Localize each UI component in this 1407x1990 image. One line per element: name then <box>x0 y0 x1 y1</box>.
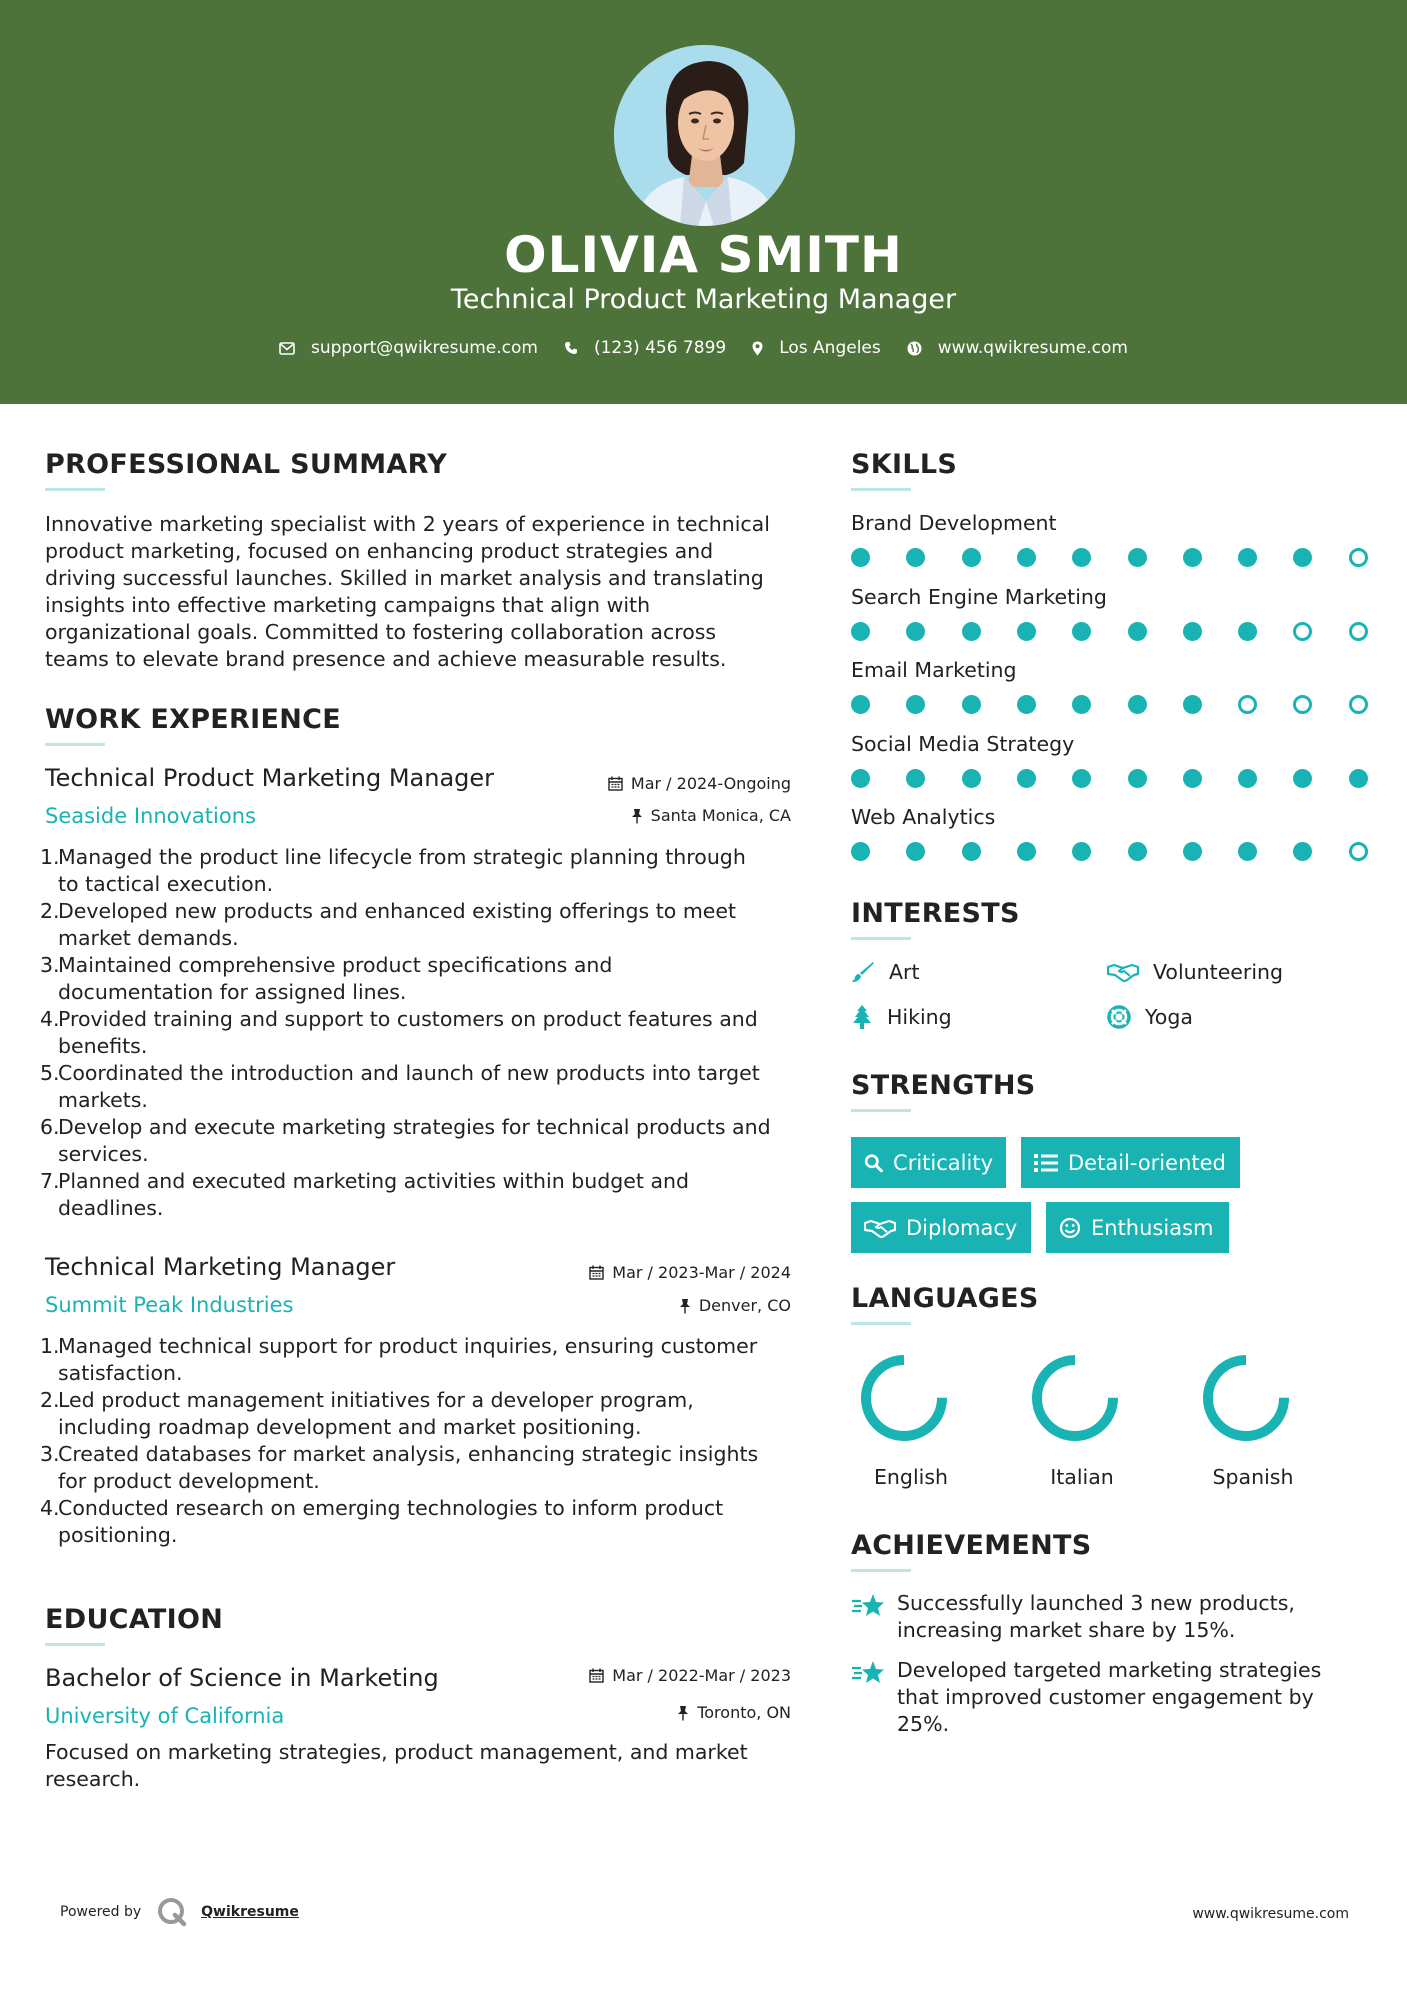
rating-dot-filled <box>851 622 870 641</box>
text-line: product marketing, focused on enhancing product strategies and <box>45 539 714 563</box>
achievements-heading: ACHIEVEMENTS <box>851 1530 1092 1561</box>
interest-label: Yoga <box>1145 1005 1193 1029</box>
rating-dot-filled <box>1017 769 1036 788</box>
brand-link[interactable]: Qwikresume <box>201 1904 299 1920</box>
text-line: including roadmap development and market positioning. <box>58 1415 642 1439</box>
text-line: deadlines. <box>58 1196 164 1220</box>
education-location-text: Toronto, ON <box>697 1703 791 1722</box>
rating-dot-empty <box>1349 695 1368 714</box>
rating-dot-filled <box>1128 548 1147 567</box>
list-text <box>58 1060 810 1114</box>
interest-label: Hiking <box>887 1005 952 1029</box>
list-text <box>58 1387 810 1441</box>
skill-rating <box>851 842 1351 862</box>
strengths-heading: STRENGTHS <box>851 1070 1036 1101</box>
job-dates <box>589 1263 791 1282</box>
candidate-title: Technical Product Marketing Manager <box>450 284 957 315</box>
footer-website[interactable]: www.qwikresume.com <box>1192 1906 1349 1922</box>
life-ring-icon <box>1107 1005 1131 1029</box>
text-line: Provided training and support to customers on product features and <box>58 1007 758 1031</box>
rating-dot-filled <box>1293 842 1312 861</box>
education-dates <box>589 1666 791 1685</box>
rating-dot-filled <box>1128 769 1147 788</box>
text-line: Managed the product line lifecycle from strategic planning through <box>58 845 746 869</box>
language-level-ring <box>1199 1351 1293 1445</box>
resume-header <box>0 0 1407 404</box>
calendar-icon <box>589 1668 604 1683</box>
rating-dot-filled <box>1072 548 1091 567</box>
rating-dot-empty <box>1293 622 1312 641</box>
rating-dot-filled <box>1238 842 1257 861</box>
list-text <box>58 1114 810 1168</box>
rating-dot-filled <box>906 769 925 788</box>
text-line: satisfaction. <box>58 1361 183 1385</box>
star-icon <box>851 1659 885 1687</box>
rating-dot-filled <box>1183 842 1202 861</box>
location-text: Los Angeles <box>779 338 881 358</box>
pushpin-icon <box>677 1705 689 1721</box>
job-location-text: Santa Monica, CA <box>650 806 791 825</box>
skill-name: Search Engine Marketing <box>851 584 1107 609</box>
text-line: positioning. <box>58 1523 178 1547</box>
rating-dot-filled <box>906 622 925 641</box>
text-line: Develop and execute marketing strategies for technical products and <box>58 1115 771 1139</box>
rating-dot-empty <box>1349 622 1368 641</box>
job-title: Technical Marketing Manager <box>45 1253 396 1281</box>
language-name: Spanish <box>1212 1465 1294 1489</box>
company-name[interactable]: Seaside Innovations <box>45 804 256 828</box>
education-location <box>677 1703 791 1722</box>
contact-bar <box>0 338 1407 358</box>
text-line: insights into effective marketing campaigns that align with <box>45 593 651 617</box>
list-number: 6. <box>40 1115 60 1139</box>
education-heading: EDUCATION <box>45 1604 224 1635</box>
paintbrush-icon <box>851 961 875 983</box>
strength-label: Enthusiasm <box>1091 1215 1214 1240</box>
contact-phone[interactable] <box>564 338 726 358</box>
school-name[interactable]: University of California <box>45 1704 285 1728</box>
search-icon <box>864 1152 883 1174</box>
calendar-icon <box>608 776 623 791</box>
list-text <box>58 844 810 898</box>
job-duties-list <box>40 1333 810 1549</box>
handshake-icon <box>1107 962 1139 982</box>
languages-underline <box>851 1322 911 1325</box>
text-line: research. <box>45 1767 141 1791</box>
website-text[interactable]: www.qwikresume.com <box>937 338 1128 358</box>
list-item <box>40 1060 810 1114</box>
list-item <box>40 1006 810 1060</box>
achievements-underline <box>851 1569 911 1572</box>
text-line: Developed targeted marketing strategies <box>897 1658 1322 1682</box>
tree-icon <box>851 1005 873 1029</box>
rating-dot-filled <box>1128 695 1147 714</box>
rating-dot-empty <box>1293 695 1312 714</box>
experience-underline <box>45 743 105 746</box>
skills-underline <box>851 488 911 491</box>
list-item <box>40 1387 810 1441</box>
skills-heading: SKILLS <box>851 449 958 480</box>
interest-item <box>851 1005 952 1029</box>
strength-label: Diplomacy <box>906 1215 1018 1240</box>
company-name[interactable]: Summit Peak Industries <box>45 1293 294 1317</box>
job-title: Technical Product Marketing Manager <box>45 764 495 792</box>
achievement-text <box>897 1657 1321 1738</box>
list-number: 4. <box>40 1007 60 1031</box>
list-text <box>58 898 810 952</box>
list-number: 4. <box>40 1496 60 1520</box>
rating-dot-empty <box>1349 548 1368 567</box>
list-item <box>40 1114 810 1168</box>
text-line: for product development. <box>58 1469 320 1493</box>
text-line: Maintained comprehensive product specifications and <box>58 953 613 977</box>
email-text[interactable]: support@qwikresume.com <box>311 338 538 358</box>
rating-dot-filled <box>962 548 981 567</box>
rating-dot-filled <box>1183 548 1202 567</box>
rating-dot-filled <box>962 842 981 861</box>
interests-heading: INTERESTS <box>851 898 1020 929</box>
interest-item <box>851 960 920 984</box>
text-line: Developed new products and enhanced existing offerings to meet <box>58 899 737 923</box>
list-item <box>40 1441 810 1495</box>
rating-dot-filled <box>1238 548 1257 567</box>
job-duties-list <box>40 844 810 1222</box>
strength-label: Detail-oriented <box>1068 1150 1226 1175</box>
phone-icon <box>564 341 578 355</box>
rating-dot-filled <box>962 769 981 788</box>
rating-dot-filled <box>1017 622 1036 641</box>
text-line: to tactical execution. <box>58 872 274 896</box>
rating-dot-filled <box>1293 548 1312 567</box>
rating-dot-filled <box>962 622 981 641</box>
rating-dot-filled <box>1072 769 1091 788</box>
text-line: Created databases for market analysis, enhancing strategic insights <box>58 1442 759 1466</box>
job-location <box>631 806 791 825</box>
powered-by-label: Powered by <box>60 1904 142 1920</box>
job-location-text: Denver, CO <box>698 1296 791 1315</box>
skill-rating <box>851 695 1351 715</box>
skill-name: Social Media Strategy <box>851 731 1075 756</box>
list-item <box>40 1168 810 1222</box>
rating-dot-filled <box>906 695 925 714</box>
list-item <box>40 898 810 952</box>
rating-dot-filled <box>851 548 870 567</box>
education-description <box>45 1739 805 1793</box>
education-dates-text: Mar / 2022-Mar / 2023 <box>612 1666 791 1685</box>
strength-tag <box>1046 1202 1229 1253</box>
list-text <box>58 1441 810 1495</box>
pushpin-icon <box>679 1298 691 1314</box>
text-line: Conducted research on emerging technologies to inform product <box>58 1496 724 1520</box>
text-line: driving successful launches. Skilled in market analysis and translating <box>45 566 764 590</box>
interests-underline <box>851 937 911 940</box>
calendar-icon <box>589 1265 604 1280</box>
skill-name: Email Marketing <box>851 658 1017 682</box>
rating-dot-filled <box>1238 769 1257 788</box>
degree-title: Bachelor of Science in Marketing <box>45 1664 439 1692</box>
rating-dot-filled <box>906 548 925 567</box>
text-line: that improved customer engagement by <box>897 1685 1314 1709</box>
strength-tag <box>851 1137 1006 1188</box>
education-underline <box>45 1643 105 1646</box>
phone-text[interactable]: (123) 456 7899 <box>593 338 727 358</box>
language-level-ring <box>857 1351 951 1445</box>
list-text <box>58 1006 810 1060</box>
interest-label: Art <box>889 960 920 984</box>
list-item <box>40 844 810 898</box>
text-line: market demands. <box>58 926 239 950</box>
contact-location <box>752 338 881 358</box>
list-number: 3. <box>40 953 60 977</box>
skill-rating <box>851 548 1351 568</box>
list-text <box>58 1495 810 1549</box>
list-number: 2. <box>40 899 60 923</box>
job-dates <box>608 774 791 793</box>
rating-dot-filled <box>1349 769 1368 788</box>
strengths-underline <box>851 1109 911 1112</box>
text-line: increasing market share by 15%. <box>897 1618 1236 1642</box>
rating-dot-filled <box>1017 695 1036 714</box>
summary-text <box>45 511 805 673</box>
rating-dot-filled <box>1183 622 1202 641</box>
text-line: benefits. <box>58 1034 148 1058</box>
rating-dot-filled <box>1183 695 1202 714</box>
star-icon <box>851 1592 885 1620</box>
rating-dot-filled <box>1072 622 1091 641</box>
contact-email[interactable] <box>279 338 538 358</box>
text-line: teams to elevate brand presence and achieve measurable results. <box>45 647 727 671</box>
text-line: Innovative marketing specialist with 2 years of experience in technical <box>45 512 770 536</box>
summary-underline <box>45 488 105 491</box>
envelope-icon <box>279 342 295 355</box>
list-item <box>40 1333 810 1387</box>
rating-dot-filled <box>1072 842 1091 861</box>
rating-dot-filled <box>1017 548 1036 567</box>
rating-dot-filled <box>962 695 981 714</box>
rating-dot-filled <box>1017 842 1036 861</box>
text-line: Managed technical support for product inquiries, ensuring customer <box>58 1334 758 1358</box>
list-text <box>58 1333 810 1387</box>
interest-item <box>1107 960 1283 984</box>
text-line: Successfully launched 3 new products, <box>897 1591 1295 1615</box>
interest-label: Volunteering <box>1153 960 1284 984</box>
rating-dot-filled <box>1183 769 1202 788</box>
list-item <box>40 1495 810 1549</box>
rating-dot-empty <box>1349 842 1368 861</box>
skill-rating <box>851 769 1351 789</box>
skill-name: Web Analytics <box>851 805 996 829</box>
strength-tag <box>1021 1137 1240 1188</box>
job-dates-text: Mar / 2023-Mar / 2024 <box>612 1263 791 1282</box>
handshake-icon <box>864 1218 896 1238</box>
list-item <box>40 952 810 1006</box>
list-text <box>58 1168 810 1222</box>
list-number: 1. <box>40 845 60 869</box>
contact-website[interactable] <box>907 338 1128 358</box>
interest-item <box>1107 1005 1193 1029</box>
rating-dot-filled <box>1293 769 1312 788</box>
strength-label: Criticality <box>893 1150 993 1175</box>
experience-heading: WORK EXPERIENCE <box>45 704 341 735</box>
list-icon <box>1034 1153 1058 1173</box>
rating-dot-filled <box>1128 622 1147 641</box>
achievement-text <box>897 1590 1295 1644</box>
language-name: English <box>873 1465 949 1489</box>
rating-dot-filled <box>851 842 870 861</box>
rating-dot-filled <box>1238 622 1257 641</box>
rating-dot-filled <box>906 842 925 861</box>
achievement-item <box>851 1657 1351 1738</box>
strength-tag <box>851 1202 1031 1253</box>
footer-powered-by <box>60 1897 299 1927</box>
job-dates-text: Mar / 2024-Ongoing <box>630 774 791 793</box>
skill-name: Brand Development <box>851 511 1057 535</box>
profile-photo <box>614 45 795 226</box>
text-line: Focused on marketing strategies, product management, and market <box>45 1740 748 1764</box>
candidate-name: OLIVIA SMITH <box>504 226 903 284</box>
job-location <box>679 1296 791 1315</box>
language-name: Italian <box>1050 1465 1114 1489</box>
list-number: 2. <box>40 1388 60 1412</box>
pushpin-icon <box>631 808 643 824</box>
qwikresume-logo-icon <box>157 1897 187 1927</box>
list-number: 3. <box>40 1442 60 1466</box>
text-line: 25%. <box>897 1712 950 1736</box>
list-number: 1. <box>40 1334 60 1358</box>
text-line: organizational goals. Committed to fostering collaboration across <box>45 620 717 644</box>
rating-dot-filled <box>1072 695 1091 714</box>
rating-dot-filled <box>851 769 870 788</box>
achievement-item <box>851 1590 1351 1644</box>
list-text <box>58 952 810 1006</box>
globe-icon <box>907 341 922 356</box>
summary-heading: PROFESSIONAL SUMMARY <box>45 449 448 480</box>
language-level-ring <box>1028 1351 1122 1445</box>
languages-heading: LANGUAGES <box>851 1283 1039 1314</box>
rating-dot-empty <box>1238 695 1257 714</box>
text-line: services. <box>58 1142 149 1166</box>
map-pin-icon <box>752 341 763 356</box>
text-line: documentation for assigned lines. <box>58 980 407 1004</box>
text-line: markets. <box>58 1088 148 1112</box>
list-number: 5. <box>40 1061 60 1085</box>
list-number: 7. <box>40 1169 60 1193</box>
skill-rating <box>851 622 1351 642</box>
rating-dot-filled <box>851 695 870 714</box>
text-line: Led product management initiatives for a developer program, <box>58 1388 694 1412</box>
rating-dot-filled <box>1128 842 1147 861</box>
smile-icon <box>1059 1217 1081 1239</box>
text-line: Coordinated the introduction and launch of new products into target <box>58 1061 760 1085</box>
text-line: Planned and executed marketing activities within budget and <box>58 1169 690 1193</box>
